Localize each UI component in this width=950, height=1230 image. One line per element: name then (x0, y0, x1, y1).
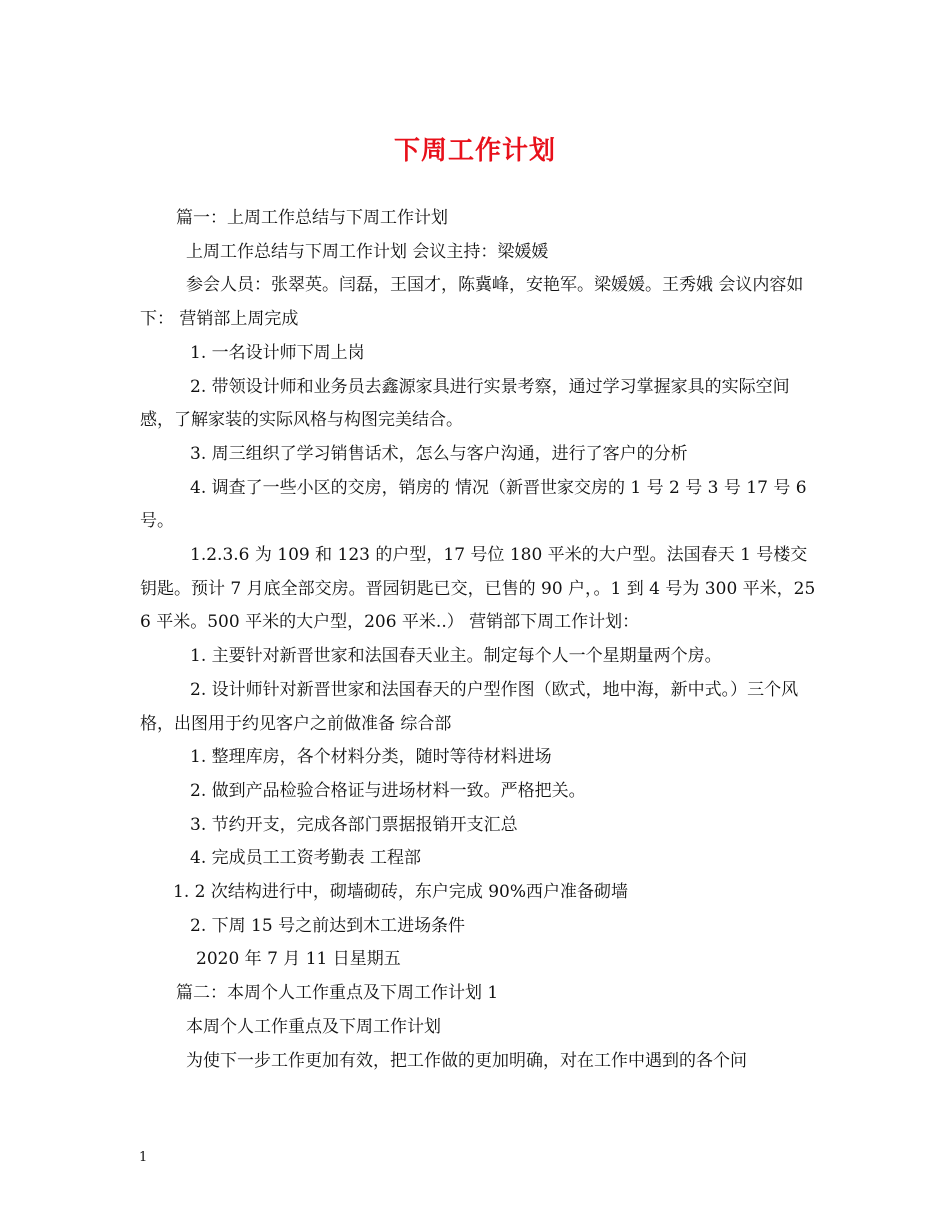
list-item: 1. 2 次结构进行中，砌墙砌砖，东户完成 90%西户准备砌墙 (173, 882, 629, 903)
list-item: 2. 做到产品检验合格证与进场材料一致。严格把关。 (190, 780, 586, 801)
section-heading-1: 篇一：上周工作总结与下周工作计划 (176, 208, 448, 228)
paragraph: 为使下一步工作更加有效，把工作做的更加明确，对在工作中遇到的各个问 (186, 1050, 747, 1071)
paragraph: 本周个人工作重点及下周工作计划 (186, 1016, 441, 1037)
list-item: 4. 完成员工工资考勤表 工程部 (190, 848, 422, 869)
paragraph: 1.2.3.6 为 109 和 123 的户型，17 号位 180 平米的大户型。法国春天 1 号楼交钥匙。预计 7 月底全部交房。晋园钥匙已交，已售的 90 户，。1 到 4 号为 300 平米，256 平米。500 平米的大户型，206 平米..） 营销部下周工作计划： (140, 545, 816, 633)
list-item: 4. 调查了一些小区的交房，销房的 情况（新晋世家交房的 1 号 2 号 3 号 17 号 6 号。 (140, 477, 807, 532)
list-item: 1. 一名设计师下周上岗 (190, 342, 365, 363)
paragraph: 上周工作总结与下周工作计划 会议主持：梁媛媛 (186, 241, 549, 262)
document-title: 下周工作计划 (393, 136, 556, 166)
list-item: 1. 主要针对新晋世家和法国春天业主。制定每个人一个星期量两个房。 (190, 646, 722, 667)
list-item: 2. 带领设计师和业务员去鑫源家具进行实景考察，通过学习掌握家具的实际空间感，了解家装的实际风格与构图完美结合。 (140, 376, 790, 431)
list-item: 1. 整理库房，各个材料分类，随时等待材料进场 (190, 747, 552, 768)
section-heading-2: 篇二：本周个人工作重点及下周工作计划 1 (176, 983, 499, 1004)
date-line: 2020 年 7 月 11 日星期五 (196, 949, 401, 970)
paragraph: 参会人员：张翠英。闫磊，王国才，陈冀峰，安艳军。梁媛媛。王秀娥 会议内容如下： 营销部上周完成 (140, 275, 804, 330)
list-item: 2. 下周 15 号之前达到木工进场条件 (190, 915, 466, 936)
list-item: 2. 设计师针对新晋世家和法国春天的户型作图（欧式，地中海，新中式。）三个风格，出图用于约见客户之前做准备 综合部 (140, 679, 799, 734)
list-item: 3. 节约开支，完成各部门票据报销开支汇总 (190, 814, 518, 835)
document-body (140, 202, 820, 1078)
page-number: 1 (139, 1150, 148, 1165)
list-item: 3. 周三组织了学习销售话术，怎么与客户沟通，进行了客户的分析 (190, 443, 688, 464)
